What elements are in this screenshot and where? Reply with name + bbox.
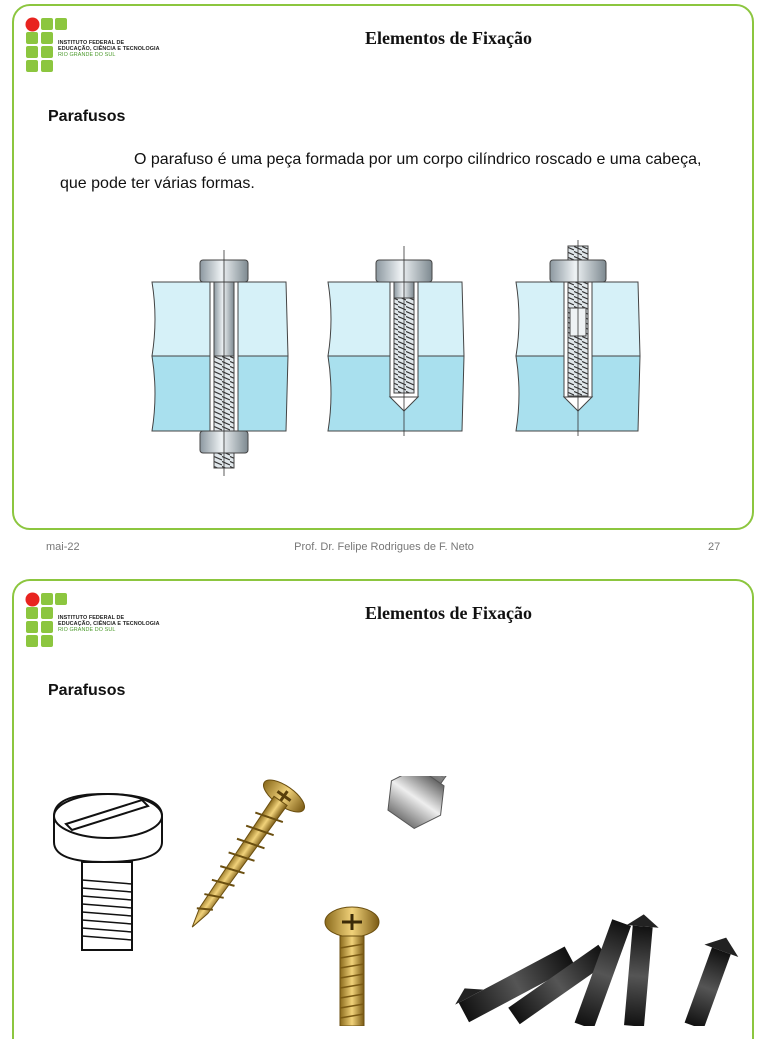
logo-line-3: RIO GRANDE DO SUL (58, 52, 116, 59)
screw-images (44, 776, 744, 1026)
slide-28 (12, 579, 754, 1039)
logo-line-3: RIO GRANDE DO SUL (58, 627, 116, 634)
slide-title: Elementos de Fixação (365, 603, 532, 623)
footer-author: Prof. Dr. Felipe Rodrigues de F. Neto (294, 541, 474, 553)
stud-bolt-diagram (516, 240, 640, 436)
logo-line-2: EDUCAÇÃO, CIÊNCIA E TECNOLOGIA (58, 46, 160, 53)
section-heading: Parafusos (48, 682, 126, 699)
slotted-screw-drawing (54, 794, 162, 950)
through-bolt-diagram (152, 250, 288, 476)
body-paragraph: O parafuso é uma peça formada por um corpo cilíndrico roscado e uma cabeça, que pode ter várias formas. (60, 151, 702, 192)
slide-27 (12, 4, 754, 530)
footer-page-number: 27 (708, 541, 721, 553)
footer-date: mai-22 (46, 541, 80, 553)
logo-line-1: INSTITUTO FEDERAL DE (58, 40, 125, 46)
machine-screw-image (325, 907, 379, 1026)
black-screws-image (450, 913, 743, 1026)
bolt-assembly-diagrams (150, 236, 650, 476)
section-heading: Parafusos (48, 108, 126, 125)
slide-title: Elementos de Fixação (365, 28, 532, 48)
hex-bolt-image (377, 776, 513, 837)
logo-line-2: EDUCAÇÃO, CIÊNCIA E TECNOLOGIA (58, 621, 160, 628)
tapped-bolt-diagram (328, 246, 464, 436)
wood-screw-image (173, 776, 310, 941)
logo-line-1: INSTITUTO FEDERAL DE (58, 615, 125, 621)
